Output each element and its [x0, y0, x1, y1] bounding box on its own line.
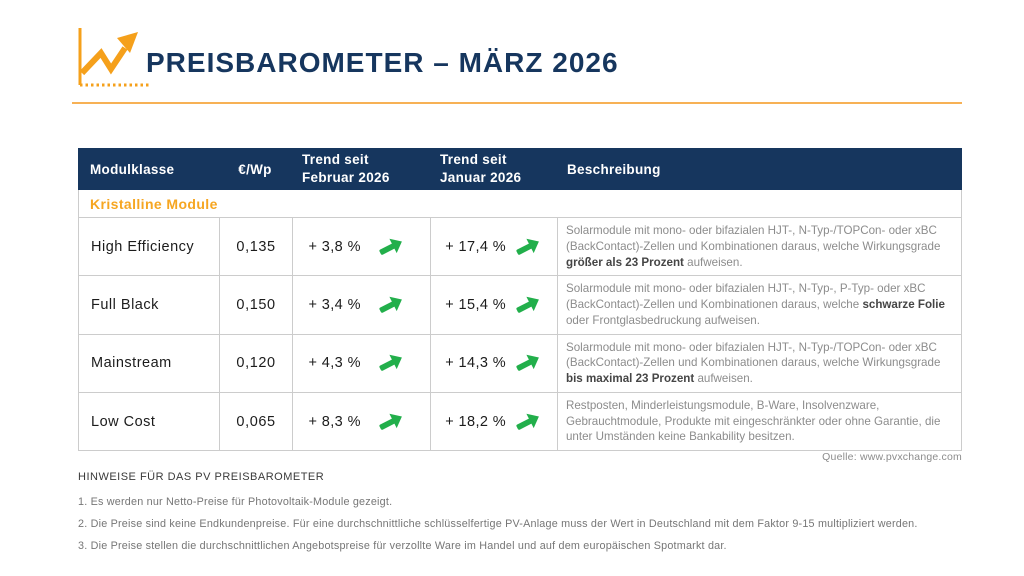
column-header-line: Februar 2026 [302, 170, 390, 185]
column-header-beschreibung: Beschreibung [567, 161, 661, 177]
description-bold: größer als 23 Prozent [565, 255, 684, 269]
description-text: aufweisen. [694, 372, 753, 386]
column-header-price: €/Wp [238, 161, 272, 177]
trend-februar-cell [292, 218, 430, 275]
arrow-up-right-icon [515, 237, 541, 257]
description-text: Solarmodule mit mono- oder bifazialen HJT-, N-Typ-/TOPCon- oder xBC (BackContact)-Zellen und Kombinationen daraus, welche Wirkungsgrade [565, 224, 941, 253]
trend-value: + 4,3 % [308, 355, 361, 372]
note-item: 1. Es werden nur Netto-Preise für Photovoltaik-Module gezeigt. [78, 496, 393, 508]
note-item: 2. Die Preise sind keine Endkundenpreise. Für eine durchschnittliche schlüsselfertige PV-Anlage muss der Wert in Deutschland mit dem Faktor 9-15 multipliziert werden. [78, 518, 918, 530]
description-text: oder Frontglasbedruckung aufweisen. [565, 313, 760, 327]
arrow-up-right-icon [378, 295, 404, 315]
note-item: 3. Die Preise stellen die durchschnittlichen Angebotspreise für verzollte Ware im Handel und auf dem europäischen Spotmarkt dar. [78, 540, 727, 552]
trend-value: + 15,4 % [445, 296, 507, 313]
module-class-label: Mainstream [91, 355, 172, 372]
column-header-line: Trend seit [302, 152, 369, 168]
arrow-up-right-icon [378, 353, 404, 373]
trend-value: + 17,4 % [445, 238, 507, 255]
source-credit: Quelle: www.pvxchange.com [822, 451, 962, 463]
description-text: Solarmodule mit mono- oder bifazialen HJT-, N-Typ-/TOPCon- oder xBC (BackContact)-Zellen und Kombinationen daraus, welche Wirkungsgrade [565, 340, 941, 370]
trend-januar-cell [430, 335, 557, 392]
price-value: 0,135 [219, 218, 293, 275]
arrow-up-right-icon [378, 237, 404, 257]
description-bold: bis maximal 23 Prozent [565, 372, 695, 386]
description-text: aufweisen. [683, 255, 743, 269]
arrow-up-right-icon [515, 353, 541, 373]
column-header-line: Trend seit [440, 152, 507, 168]
trend-februar-cell [292, 276, 430, 333]
column-header-trend-februar [292, 148, 430, 190]
trend-januar-cell [430, 276, 557, 333]
trend-value: + 8,3 % [308, 413, 361, 430]
price-barometer-table [78, 148, 962, 451]
arrow-up-right-icon [515, 295, 541, 315]
trend-februar-cell [292, 335, 430, 392]
group-header-kristalline-module: Kristalline Module [90, 195, 218, 212]
price-value: 0,065 [219, 393, 293, 450]
trend-februar-cell [292, 393, 430, 450]
trend-value: + 3,4 % [308, 296, 361, 313]
notes-heading: HINWEISE FÜR DAS PV PREISBAROMETER [78, 471, 325, 483]
price-value: 0,120 [219, 335, 293, 392]
title-divider [72, 102, 962, 104]
table-body [78, 190, 962, 451]
description-bold: schwarze Folie [862, 298, 945, 312]
module-class-label: Low Cost [91, 413, 156, 430]
table-row [79, 217, 961, 275]
column-header-line: Januar 2026 [440, 170, 522, 185]
table-row [79, 275, 961, 333]
description-cell [557, 218, 961, 275]
description-text: Solarmodule mit mono- oder bifazialen HJT-, N-Typ-, P-Typ- oder xBC (BackContact)-Zellen und Kombinationen daraus, welche [565, 282, 926, 312]
trend-januar-cell [430, 218, 557, 275]
trend-januar-cell [430, 393, 557, 450]
description-cell [557, 335, 961, 392]
trend-value: + 18,2 % [445, 413, 507, 430]
table-row [79, 334, 961, 392]
column-header-modulklasse: Modulklasse [90, 161, 175, 177]
page-title: PREISBAROMETER – MÄRZ 2026 [146, 47, 619, 78]
table-row [79, 392, 961, 450]
line-chart-up-icon [74, 26, 154, 90]
column-header-trend-januar [430, 148, 557, 190]
module-class-label: High Efficiency [91, 238, 195, 255]
trend-value: + 3,8 % [308, 238, 361, 255]
table-header-row [78, 148, 962, 190]
description-cell [557, 393, 961, 450]
description-text: Restposten, Minderleistungsmodule, B-Ware, Insolvenzware, Gebrauchtmodule, Produkte mit eingeschränkter oder ohne Garantie, die unter Umständen keine Bankability besitzen. [565, 398, 941, 444]
trend-value: + 14,3 % [445, 355, 507, 372]
price-value: 0,150 [219, 276, 293, 333]
arrow-up-right-icon [515, 412, 541, 432]
arrow-up-right-icon [378, 412, 404, 432]
module-class-label: Full Black [91, 296, 159, 313]
description-cell [557, 276, 961, 333]
